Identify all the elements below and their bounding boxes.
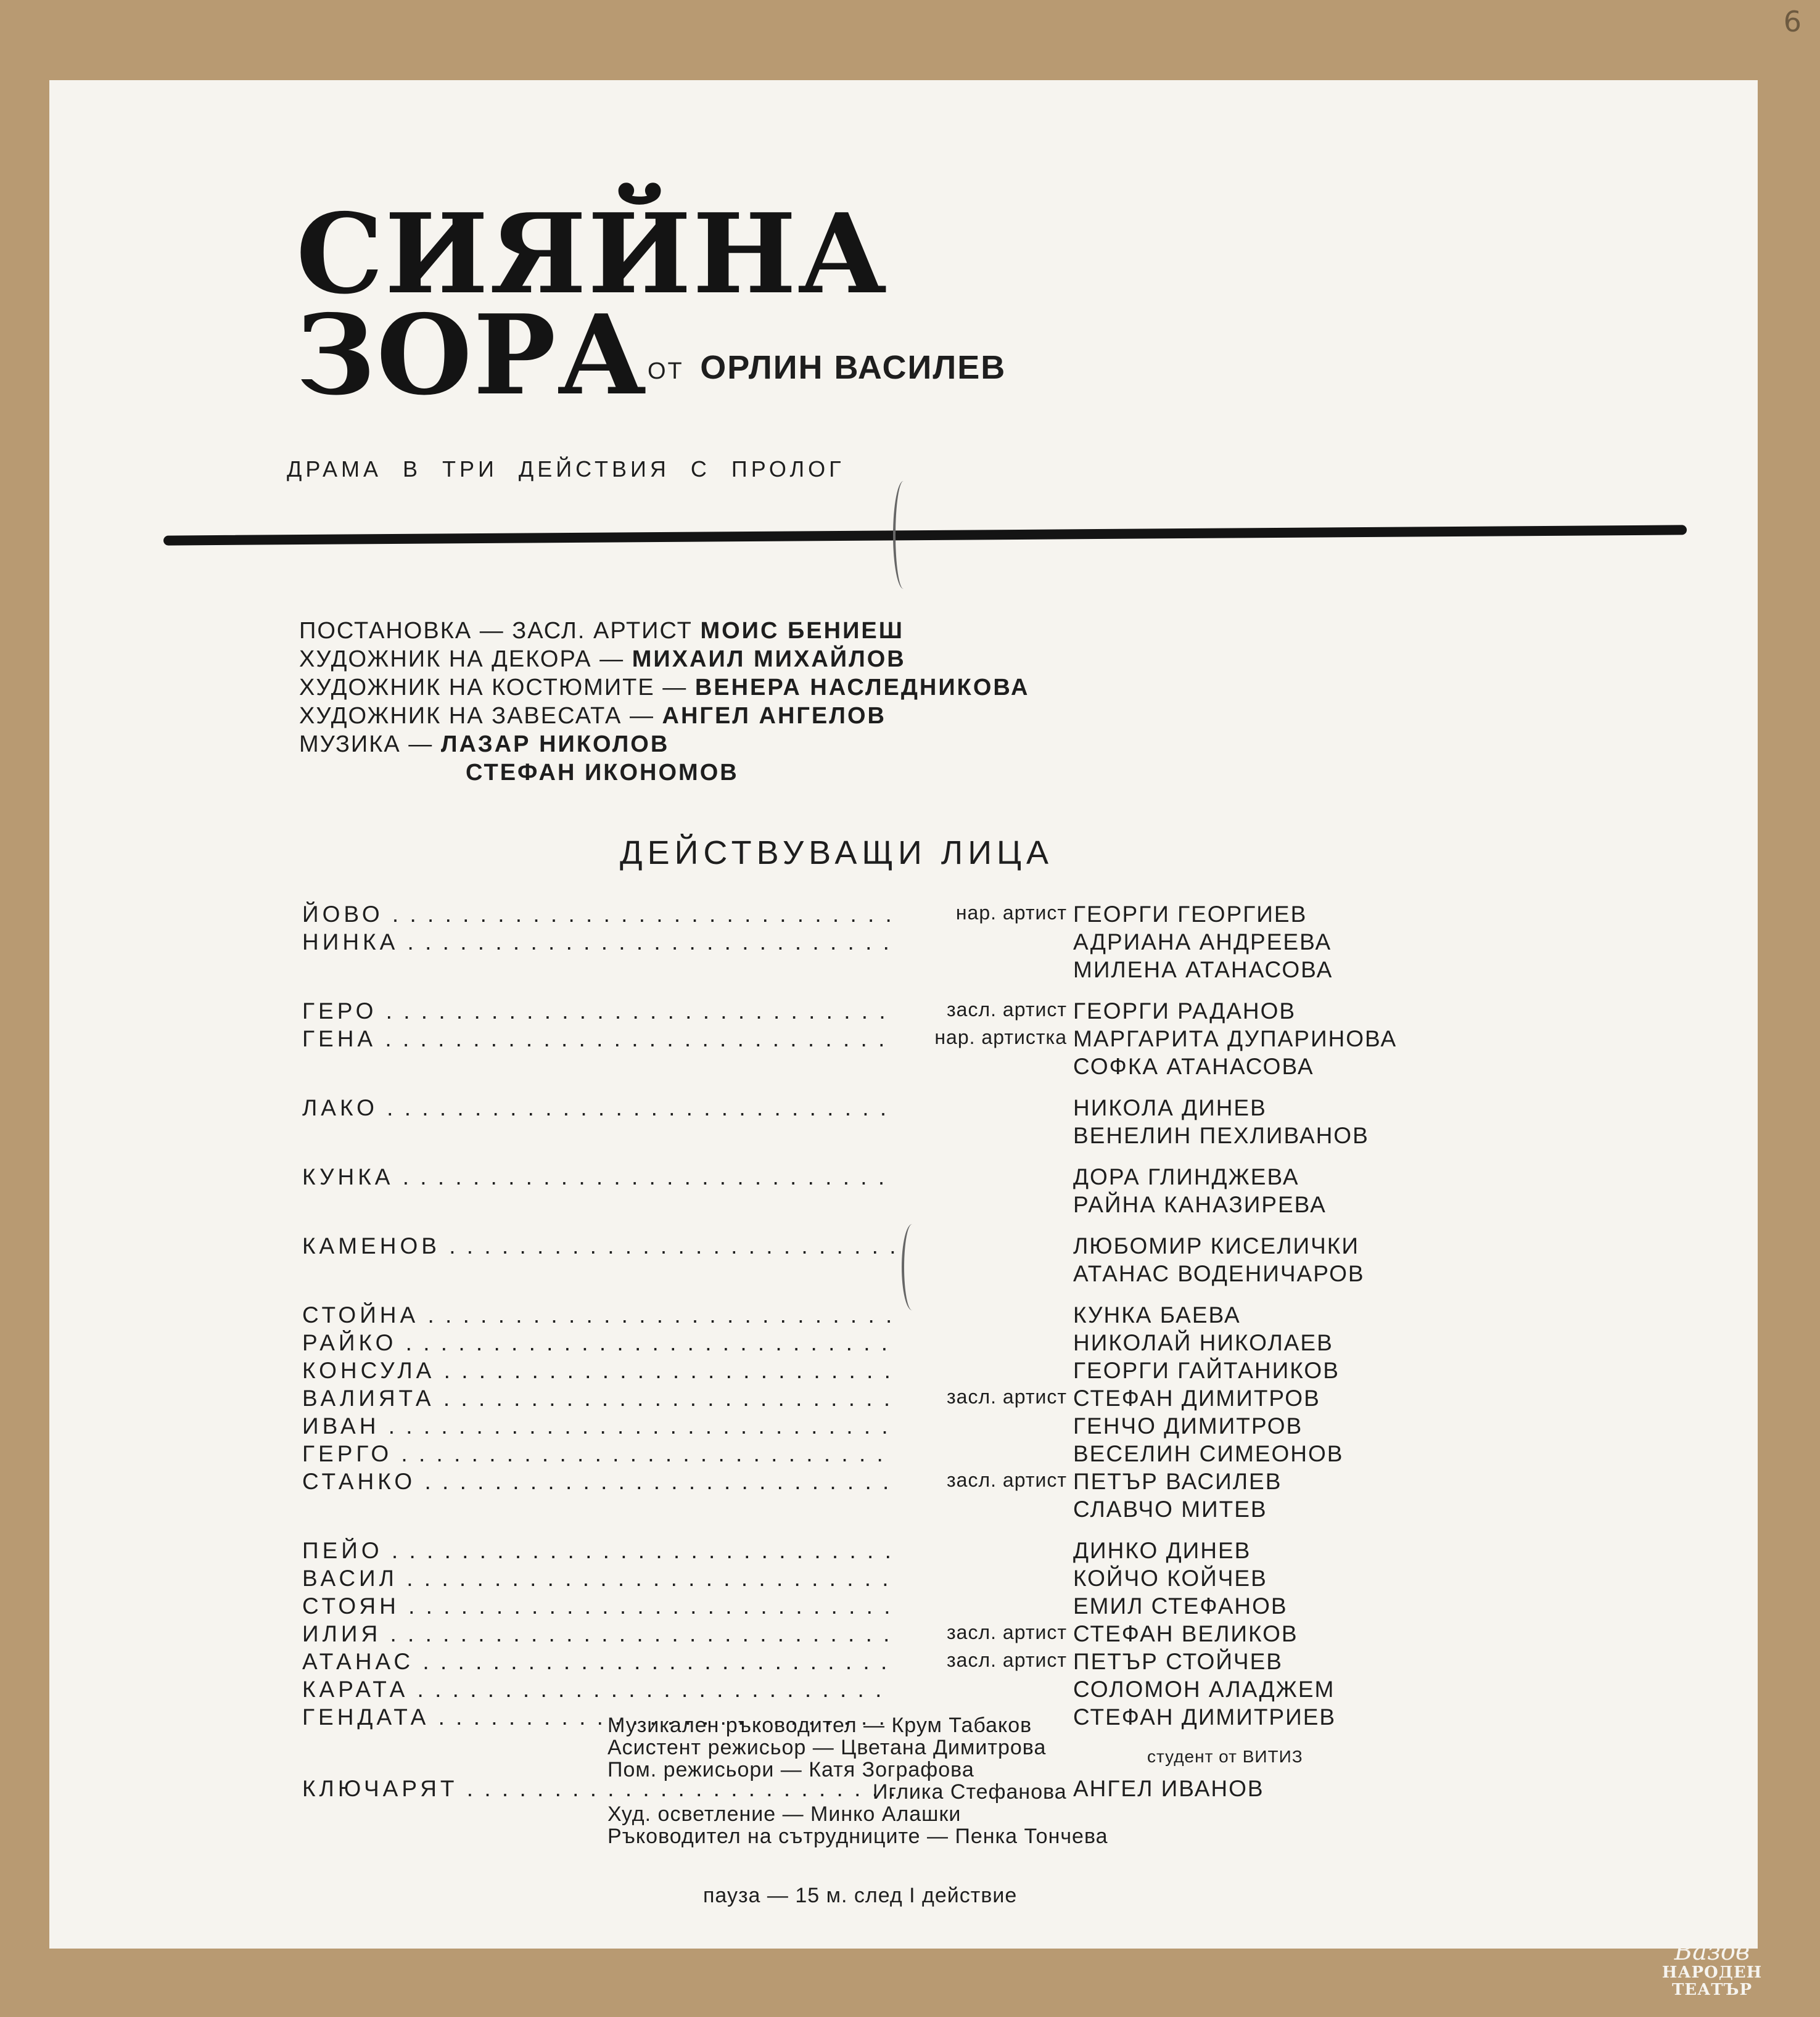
actor-name: АНГЕЛ ИВАНОВ [1073, 1776, 1264, 1801]
author-name: ОРЛИН ВАСИЛЕВ [700, 349, 1007, 386]
actor-name: ВЕНЕЛИН ПЕХЛИВАНОВ [1073, 1123, 1369, 1148]
character-name: КЛЮЧАРЯТ . . . [302, 1776, 894, 1802]
staff-line: Асистент режисьор — Цветана Димитрова [607, 1736, 1047, 1759]
cast-row [302, 1566, 1536, 1593]
cast-row [302, 1621, 1536, 1649]
credit-row [299, 673, 1029, 702]
credit-name: МОИС БЕНИЕШ [700, 618, 904, 644]
credit-name: ВЕНЕРА НАСЛЕДНИКОВА [694, 675, 1030, 700]
character-name: ЛАКО . . . [302, 1095, 894, 1121]
actor-title: нар. артистка [931, 1026, 1067, 1049]
staff-line: Иглика Стефанова [873, 1780, 1067, 1804]
cast-row [302, 929, 1536, 957]
cast-row [302, 1233, 1536, 1261]
credit-row [299, 702, 1029, 730]
actor-name: ДОРА ГЛИНДЖЕВА [1073, 1164, 1299, 1189]
cast-row [302, 1497, 1536, 1524]
cast-row [302, 1677, 1536, 1704]
actor-name: КОЙЧО КОЙЧЕВ [1073, 1566, 1267, 1591]
cast-row [302, 1441, 1536, 1469]
character-name: ИЛИЯ . . . [302, 1621, 894, 1647]
staff-line: Ръководител на сътрудниците — Пенка Тончева [607, 1825, 1108, 1848]
cast-row [302, 1649, 1536, 1677]
cast-row [302, 1026, 1536, 1054]
actor-name: ГЕОРГИ ГАЙТАНИКОВ [1073, 1358, 1340, 1383]
staff-line: Музикален ръководител — Крум Табаков [607, 1714, 1032, 1737]
logo-line-1: НАРОДЕН [1661, 1963, 1763, 1982]
character-name: ПЕЙО . . . [302, 1538, 894, 1564]
actor-title: засл. артист [943, 1621, 1067, 1644]
actor-title: засл. артист [943, 1386, 1067, 1408]
play-title-line-1: СИЯЙНА [296, 189, 889, 318]
character-name: СТАНКО . . . [302, 1469, 894, 1495]
character-name: ГЕНА . . . [302, 1026, 894, 1052]
actor-name: СОЛОМОН АЛАДЖЕМ [1073, 1677, 1335, 1702]
actor-name: НИКОЛАЙ НИКОЛАЕВ [1073, 1330, 1333, 1355]
credit-row [299, 730, 1029, 758]
actor-name: ГЕНЧО ДИМИТРОВ [1073, 1413, 1303, 1439]
actor-name: СТЕФАН ВЕЛИКОВ [1073, 1621, 1298, 1646]
credit-name: СТЕФАН ИКОНОМОВ [466, 760, 739, 786]
staple-mark-top [893, 481, 914, 589]
credit-name: МИХАИЛ МИХАЙЛОВ [632, 646, 906, 672]
actor-name: МАРГАРИТА ДУПАРИНОВА [1073, 1026, 1398, 1051]
credit-role: ХУДОЖНИК НА ЗАВЕСАТА — [299, 703, 654, 729]
staff-line: Пом. режисьори — Катя Зографова [607, 1758, 974, 1781]
character-name: КАРАТА . . . [302, 1677, 894, 1703]
credit-role: ХУДОЖНИК НА КОСТЮМИТЕ — [299, 675, 688, 700]
character-name: ГЕРГО . . . [302, 1441, 894, 1467]
author-line [648, 348, 1006, 387]
character-name: ВАСИЛ . . . [302, 1566, 894, 1592]
actor-name: ДИНКО ДИНЕВ [1073, 1538, 1251, 1563]
actor-name: КУНКА БАЕВА [1073, 1302, 1241, 1328]
actor-title: засл. артист [943, 1469, 1067, 1492]
actor-name: АТАНАС ВОДЕНИЧАРОВ [1073, 1261, 1365, 1286]
actor-name: ВЕСЕЛИН СИМЕОНОВ [1073, 1441, 1344, 1466]
credit-role: МУЗИКА — [299, 731, 434, 757]
cast-row [302, 1413, 1536, 1441]
actor-name: ГЕОРГИ ГЕОРГИЕВ [1073, 902, 1307, 927]
credit-name: ЛАЗАР НИКОЛОВ [440, 731, 670, 757]
production-staff [607, 1714, 1108, 1847]
credit-row [299, 617, 1029, 645]
character-name: СТОЙНА . . . [302, 1302, 894, 1328]
cast-row [302, 1538, 1536, 1566]
actor-name: РАЙНА КАНАЗИРЕВА [1073, 1192, 1327, 1217]
cast-row [302, 1123, 1536, 1151]
play-title-line-2: ЗОРА [296, 290, 648, 419]
character-name: ИВАН . . . [302, 1413, 894, 1439]
actor-name: ГЕОРГИ РАДАНОВ [1073, 998, 1296, 1024]
cast-row [302, 1386, 1536, 1413]
cast-row [302, 1261, 1536, 1289]
actor-name: СЛАВЧО МИТЕВ [1073, 1497, 1267, 1522]
cast-row [302, 1469, 1536, 1497]
cast-row [302, 1330, 1536, 1358]
cast-row [302, 902, 1536, 929]
actor-name: МИЛЕНА АТАНАСОВА [1073, 957, 1333, 982]
character-name: ГЕРО . . . [302, 998, 894, 1024]
character-name: РАЙКО . . . [302, 1330, 894, 1356]
credit-row [299, 758, 1029, 787]
cast-heading: ДЕЙСТВУВАЩИ ЛИЦА [620, 834, 1054, 871]
actor-name: СТЕФАН ДИМИТРОВ [1073, 1386, 1320, 1411]
actor-title: засл. артист [943, 998, 1067, 1021]
credit-role: ХУДОЖНИК НА ДЕКОРА — [299, 646, 625, 672]
actor-note: студент от ВИТИЗ [1147, 1747, 1303, 1766]
logo-signature: Иван Вазов [1674, 1913, 1750, 1966]
genre-subtitle: ДРАМА В ТРИ ДЕЙСТВИЯ С ПРОЛОГ [287, 456, 845, 482]
character-name: ВАЛИЯТА . . . [302, 1386, 894, 1411]
character-name: КАМЕНОВ . . . [302, 1233, 894, 1259]
character-name: ГЕНДАТА . . . [302, 1704, 894, 1730]
actor-title: засл. артист [943, 1649, 1067, 1672]
production-credits [299, 617, 1029, 787]
staff-line: Худ. осветление — Минко Алашки [607, 1802, 961, 1826]
character-name: КУНКА . . . [302, 1164, 894, 1190]
credit-role: ПОСТАНОВКА — ЗАСЛ. АРТИСТ [299, 618, 693, 644]
actor-name: НИКОЛА ДИНЕВ [1073, 1095, 1267, 1120]
character-name: ЙОВО . . . [302, 902, 894, 927]
actor-name: ПЕТЪР СТОЙЧЕВ [1073, 1649, 1283, 1674]
character-name: НИНКА . . . [302, 929, 894, 955]
actor-name: ЕМИЛ СТЕФАНОВ [1073, 1593, 1288, 1619]
author-prefix: ОТ [648, 358, 684, 384]
character-name: КОНСУЛА . . . [302, 1358, 894, 1384]
cast-row [302, 957, 1536, 985]
character-name: АТАНАС . . . [302, 1649, 894, 1675]
cast-row [302, 1192, 1536, 1220]
page-number-mark: 6 [1783, 5, 1801, 38]
credit-row [299, 645, 1029, 673]
cast-row [302, 998, 1536, 1026]
cast-row [302, 1164, 1536, 1192]
cast-row [302, 1095, 1536, 1123]
actor-name: ПЕТЪР ВАСИЛЕВ [1073, 1469, 1282, 1494]
actor-name: АДРИАНА АНДРЕЕВА [1073, 929, 1332, 955]
character-name: СТОЯН . . . [302, 1593, 894, 1619]
cast-row [302, 1358, 1536, 1386]
cast-row [302, 1593, 1536, 1621]
cast-list [302, 902, 1536, 1804]
national-theatre-logo [1660, 1915, 1764, 1999]
actor-name: ЛЮБОМИР КИСЕЛИЧКИ [1073, 1233, 1359, 1259]
logo-line-2: ТЕАТЪР [1671, 1981, 1753, 1999]
cast-row [302, 1302, 1536, 1330]
actor-title: нар. артист [952, 902, 1067, 924]
actor-name: СТЕФАН ДИМИТРИЕВ [1073, 1704, 1336, 1730]
credit-name: АНГЕЛ АНГЕЛОВ [662, 703, 886, 729]
actor-name: СОФКА АТАНАСОВА [1073, 1054, 1314, 1079]
intermission-note: пауза — 15 м. след I действие [703, 1884, 1018, 1907]
cast-row [302, 1054, 1536, 1082]
